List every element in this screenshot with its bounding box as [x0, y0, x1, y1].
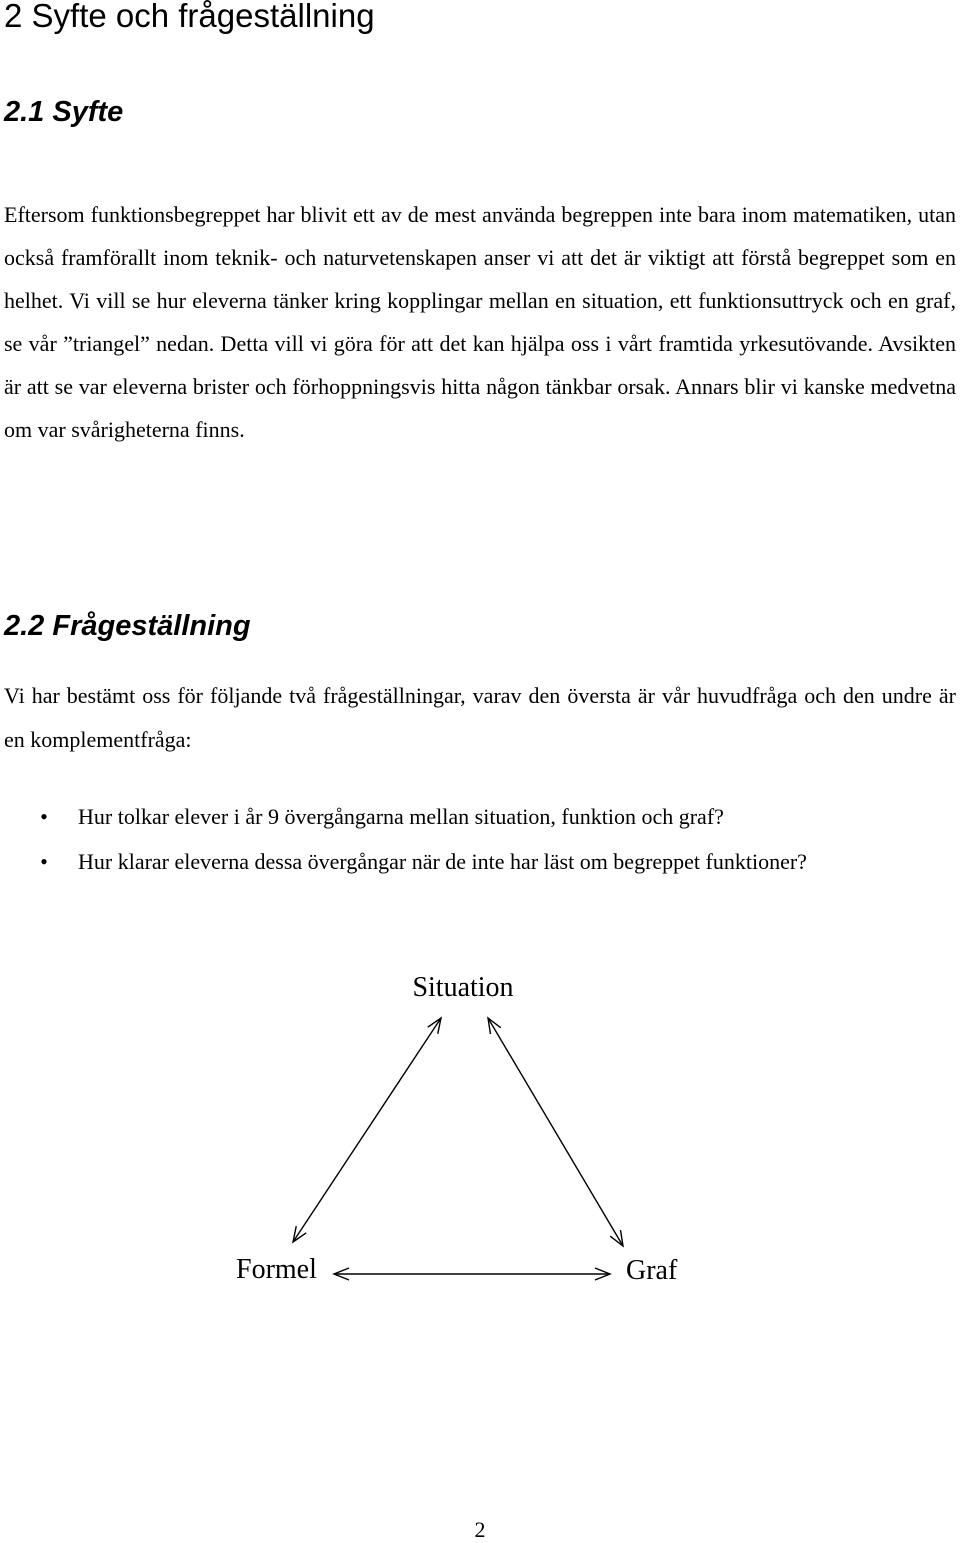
node-label-left: Formel [236, 1254, 317, 1285]
bullet-icon: • [40, 849, 48, 874]
node-label-right: Graf [626, 1255, 678, 1286]
edge-situation-formel-arrow [293, 1018, 441, 1242]
section-heading-purpose: 2.1 Syfte [4, 96, 124, 128]
node-label-top: Situation [412, 972, 514, 1003]
question-complement: Hur klarar eleverna dessa övergångar när de inte har läst om begreppet funktioner? [78, 849, 807, 874]
section-heading-questions: 2.2 Frågeställning [4, 610, 251, 642]
list-item [0, 839, 956, 884]
questions-intro-paragraph: Vi har bestämt oss för följande två frågeställningar, varav den översta är vår huvudfråga och den undre är en komplementfråga: [4, 683, 956, 752]
page-number: 2 [474, 1517, 486, 1542]
list-item [0, 794, 956, 839]
relationship-triangle-diagram [0, 950, 960, 1310]
purpose-paragraph: Eftersom funktionsbegreppet har blivit ett av de mest använda begreppen inte bara inom matematiken, utan också framförallt inom teknik- och naturvetenskapen anser vi att det är viktigt att förstå begreppet som en helhet. Vi vill se hur eleverna tänker kring kopplingar mellan en situation, ett funktionsuttryck och en graf, se vår ”triangel” nedan. Detta vill vi göra för att det kan hjälpa oss i vårt framtida yrkesutövande. Avsikten är att se var eleverna brister och förhoppningsvis hitta någon tänkbar orsak. Annars blir vi kanske medvetna om var svårigheterna finns. [4, 202, 956, 442]
research-questions-list [0, 794, 956, 884]
bullet-icon: • [40, 804, 48, 829]
chapter-title: 2 Syfte och frågeställning [4, 0, 375, 34]
question-main: Hur tolkar elever i år 9 övergångarna mellan situation, funktion och graf? [78, 804, 724, 829]
edge-situation-graf-arrow [488, 1018, 623, 1246]
